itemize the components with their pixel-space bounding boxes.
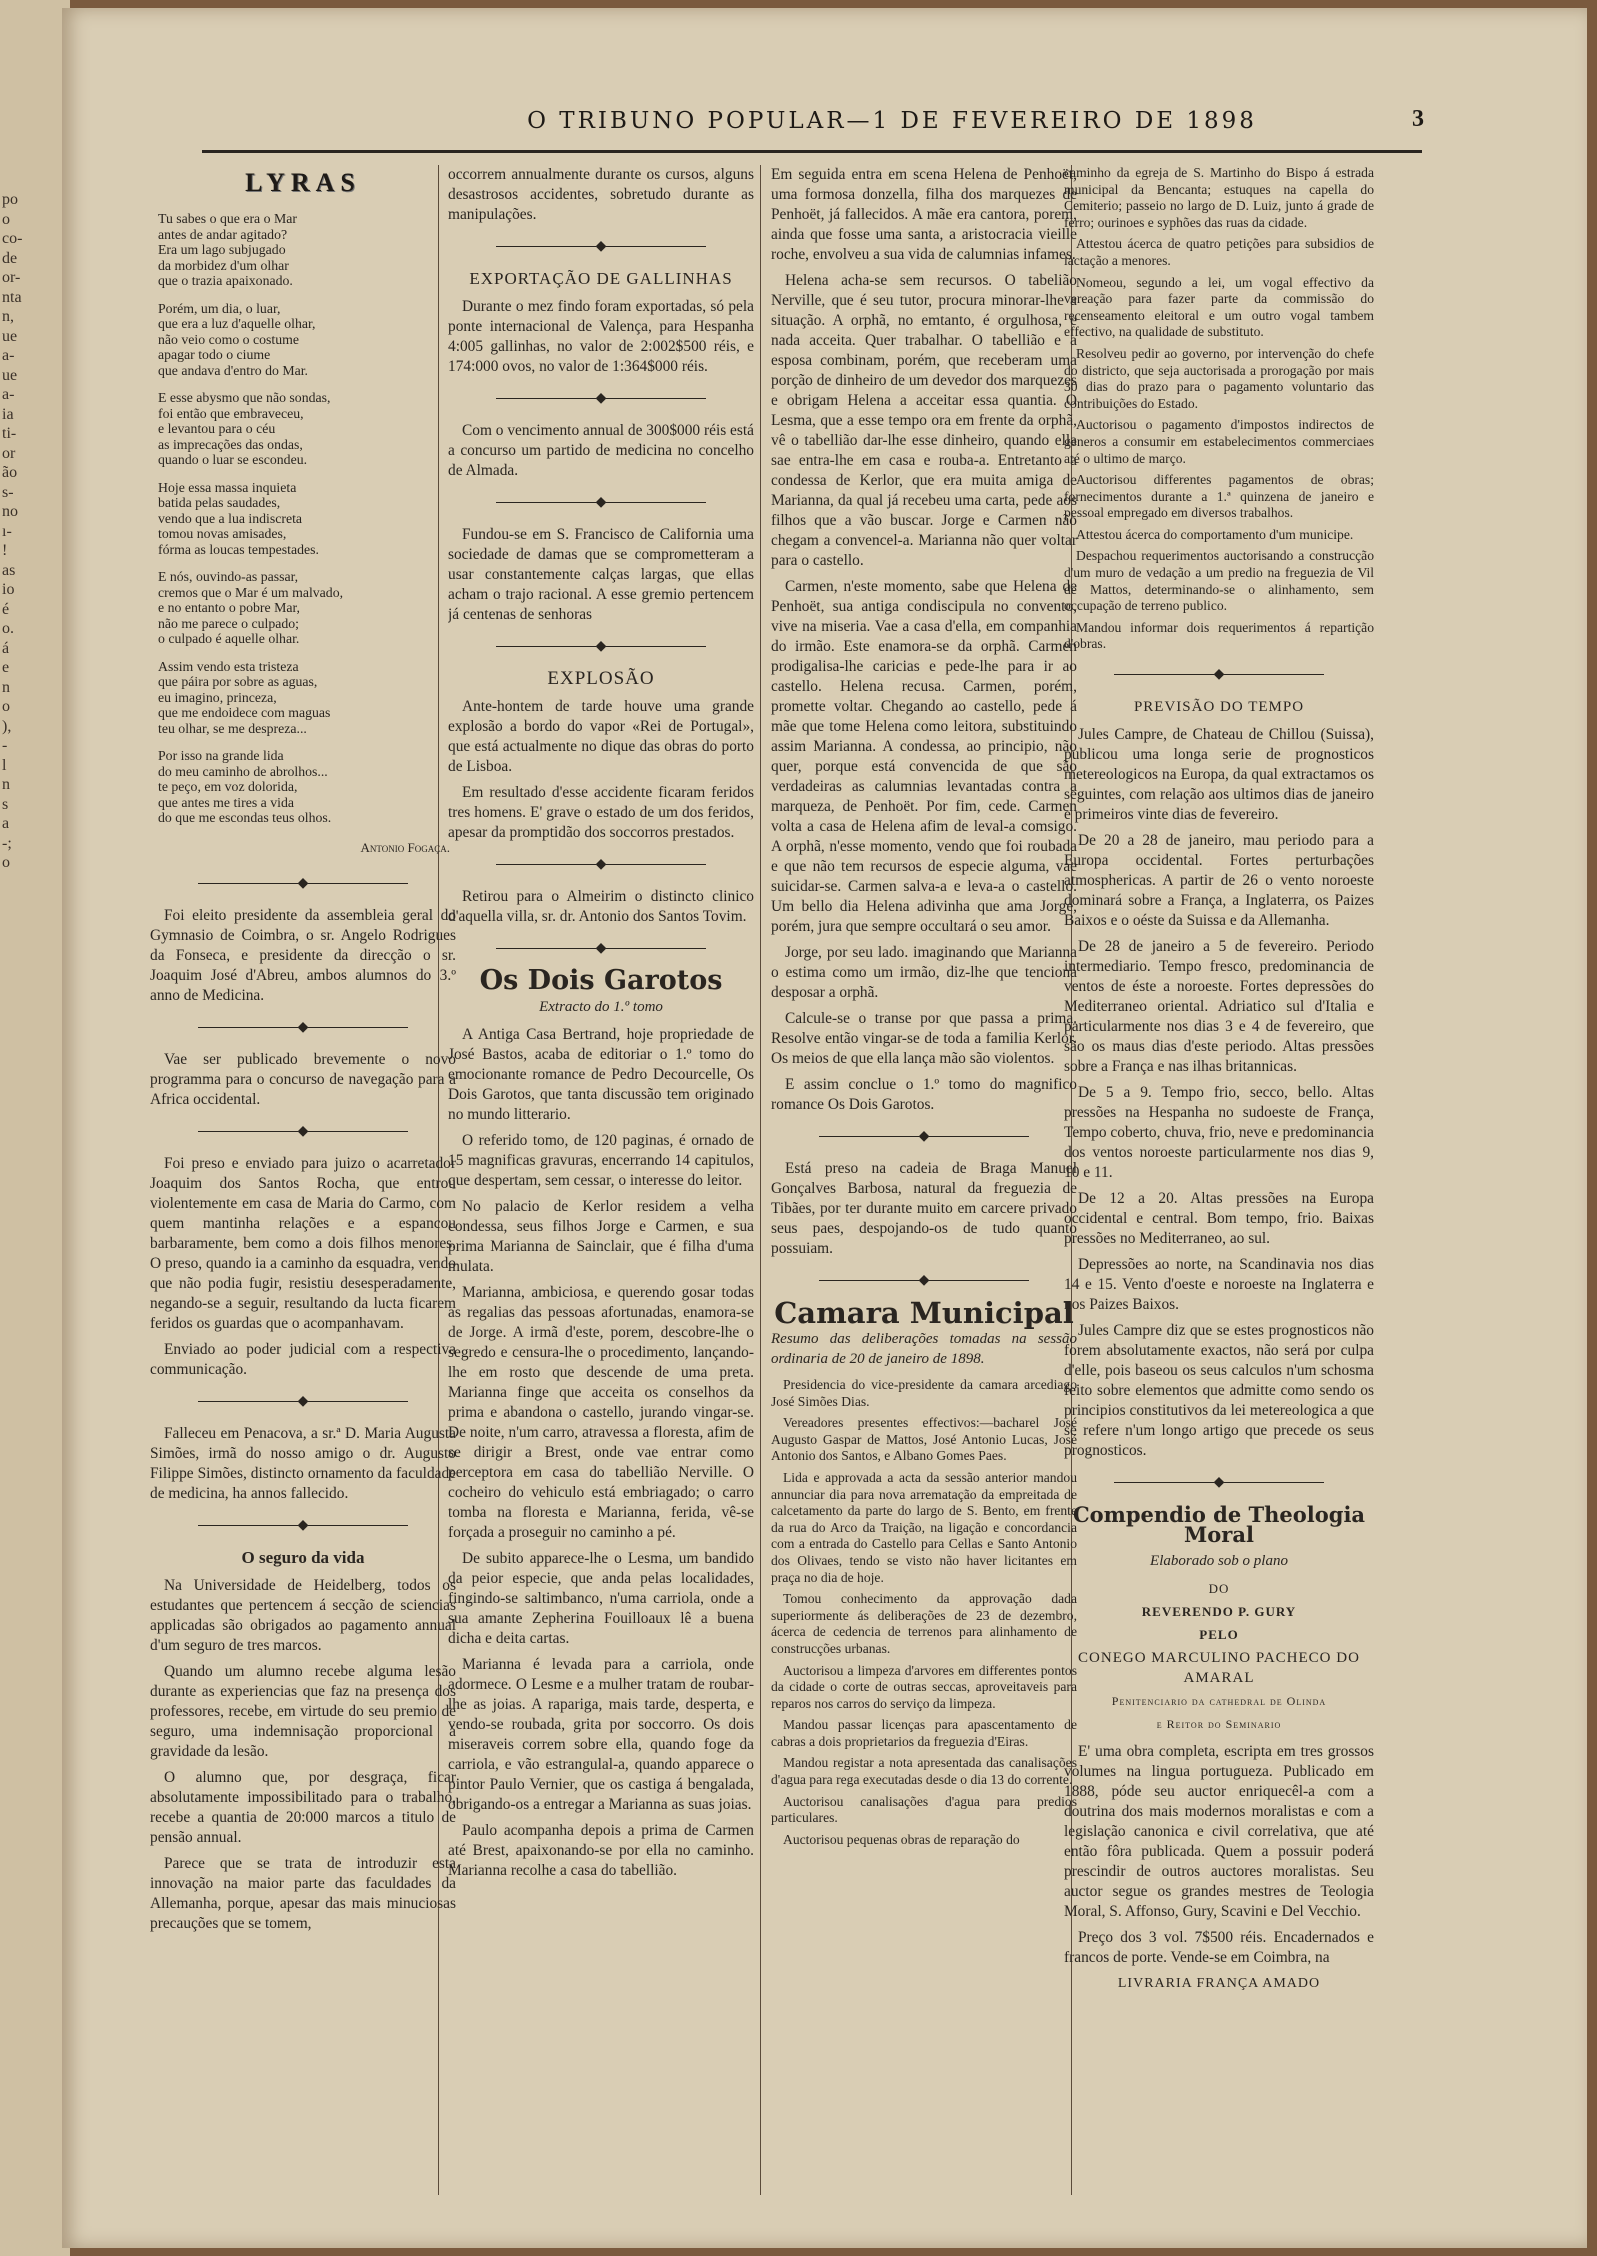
compendio-penitenciario: Penitenciario da cathedral de Olinda xyxy=(1111,1694,1327,1709)
previous-page-fragment: l xyxy=(2,756,7,774)
poem-line: que era a luz d'aquelle olhar, xyxy=(158,316,316,331)
compendio-reverendo: REVERENDO P. GURY xyxy=(1141,1604,1297,1620)
poem-line: que antes me tires a vida xyxy=(158,794,295,810)
news-paragraph: E assim conclue o 1.º tomo do magnifico romance Os Dois Garotos. xyxy=(771,1076,1077,1113)
news-paragraph: Attestou ácerca do comportamento d'um municipe. xyxy=(1076,526,1354,542)
column-3 xyxy=(771,165,1077,2205)
poem-line: Hoje essa massa inquieta xyxy=(158,479,297,495)
poem-line: que me endoidece com maguas xyxy=(158,705,331,720)
ornament-divider: ◆ xyxy=(150,874,456,894)
poem-line: te peço, em voz dolorida, xyxy=(158,779,298,794)
ornament-divider: ◆ xyxy=(771,1271,1077,1291)
poem-line: apagar todo o ciume xyxy=(158,347,271,362)
ornament-divider: ◆ xyxy=(448,637,754,657)
poem-line: não me parece o culpado; xyxy=(158,615,299,631)
previous-page-fragment: co- xyxy=(2,230,23,247)
ornament-divider: ◆ xyxy=(1064,1473,1374,1493)
previous-page-fragment: po xyxy=(2,191,18,208)
previous-page-fragment: no xyxy=(2,503,18,520)
poem xyxy=(150,211,456,826)
previous-page-fragment: a- xyxy=(2,347,15,364)
news-paragraph: Marianna é levada para a carriola, onde adormece. O Lesme e a mulher tratam de roubar-lhe as joias. A rapariga, mais tarde, desperta, e vendo-se roubada, grita por soccorro. Os dois miseraveis correm sobre ella, quando foge da carriola, e vão estrangulal-a, quando apparece o pintor Paulo Vernier, que os castiga á bengalada, obrigando-os a entregar a Marianna as suas joias. xyxy=(448,1656,754,1813)
news-paragraph: Attestou ácerca de quatro petições para subsidios de lactação a menores. xyxy=(1064,236,1374,268)
poem-line: fórma as loucas tempestades. xyxy=(158,541,319,557)
news-paragraph: Lida e approvada a acta da sessão anterior mandou annunciar dia para nova arrematação da empreitada de calcetamento da parte do largo de S. Bento, em frente da rua do Arco da Traição, na ligação e concordancia com a entrada do Castello para Cellas e Santo Antonio dos Olivaes, tendo se visto não haver licitantes em praça no dia de hoje. xyxy=(771,1469,1077,1585)
previous-page-fragment: ı- xyxy=(2,522,12,540)
news-paragraph: Foi preso e enviado para juizo o acarretador Joaquim dos Santos Rocha, que entrou violentemente em casa de Maria do Carmo, com quem mantinha relações e a espancou barbaramente, bem como a dois filhos menores. O preso, quando ia a caminho da esquadra, vendo que não podia fugir, resistiu desesperadamente, negando-se a seguir, resultando da lucta ficarem feridos os guardas que o acompanhavam. xyxy=(150,1154,456,1332)
previous-page-fragment: s- xyxy=(2,483,14,501)
poem-line: que o trazia apaixonado. xyxy=(158,273,293,288)
ornament-divider: ◆ xyxy=(150,1392,456,1412)
news-paragraph: Vae ser publicado brevemente o novo programma para o concurso de navegação para a Africa occidental. xyxy=(150,1050,456,1108)
news-paragraph: Auctorisou pequenas obras de reparação do xyxy=(783,1831,1020,1847)
poem-line: Porém, um dia, o luar, xyxy=(158,300,281,316)
poem-line: E nós, ouvindo-as passar, xyxy=(158,569,299,584)
poem-stanza xyxy=(150,480,456,558)
poem-line: do meu caminho de abrolhos... xyxy=(158,763,328,779)
previous-page-fragment: o xyxy=(2,210,10,228)
news-paragraph: Jules Campre, de Chateau de Chillou (Suissa), publicou uma longa serie de prognosticos metereologicos na Europa, da qual extractamos os seguintes, com relação aos ultimos dias de janeiro e primeiros vinte dias de fevereiro. xyxy=(1064,726,1374,824)
poem-line: cremos que o Mar é um malvado, xyxy=(158,584,344,600)
garotos-subheading: Extracto do 1.º tomo xyxy=(539,999,663,1015)
compendio-pelo: PELO xyxy=(1199,1627,1239,1643)
news-paragraph: Em resultado d'esse accidente ficaram feridos tres homens. E' grave o estado de um dos feridos, apesar da promptidão dos soccorros prestados. xyxy=(448,784,754,841)
export-heading: EXPORTAÇÃO DE GALLINHAS xyxy=(469,269,733,288)
poem-line: e no entanto o pobre Mar, xyxy=(158,600,300,615)
poem-line: eu imagino, princeza, xyxy=(158,689,277,705)
news-paragraph: Resolveu pedir ao governo, por intervenção do chefe do districto, que seja auctorisada a prorogação por mais 30 dias do prazo para o pagamento voluntario das contribuições do Estado. xyxy=(1064,345,1374,411)
news-paragraph: Carmen, n'este momento, sabe que Helena de Penhoët, sua antiga condiscipula no convento, vive na miseria. Vae a casa d'ella, em companhia do irmão. Este enamora-se da orphã. Carmen prodigalisa-lhe caricias e pede-lhe para ir ao castello. Helena recusa. Carmen, porém, promette voltar. Chegando ao castello, pede á mãe que tome Helena como leitora, substituindo assim Marianna. A condessa, ao principio, não quer, porque está convencida de que são verdadeiras as calumnias levantadas contra a marqueza, de Penhoët. Por fim, cede. Carmen volta a casa de Helena afim de leval-a comsigo. A orphã, n'esse momento, vendo que foi roubada e que não tem recursos de especie alguma, vae suicidar-se. Carmen salva-a e leva-a o castello. Um bello dia Helena adivinha que ama Jorge, porém, jura que sempre occultará o seu amor. xyxy=(771,578,1077,935)
previous-page-fragment: - xyxy=(2,737,8,754)
poem-line: batida pelas saudades, xyxy=(158,495,281,510)
news-paragraph: Na Universidade de Heidelberg, todos os estudantes que pertencem á secção de sciencias applicadas são obrigados ao pagamento annual d'um seguro de tres marcos. xyxy=(150,1576,456,1654)
news-paragraph: Mandou registar a nota apresentada das canalisações d'agua para rega executadas desde o dia 13 do corrente. xyxy=(771,1755,1077,1788)
news-paragraph: De 20 a 28 de janeiro, mau periodo para a Europa occidental. Fortes perturbações atmosphericas. A partir de 26 o vento noroeste dominará sobre a França, a Inglaterra, os Paizes Baixos e o oéste da Suissa e da Allemanha. xyxy=(1064,832,1374,930)
news-paragraph: Está preso na cadeia de Braga Manuel Gonçalves Barbosa, natural da freguezia de Tibães, por ter durante muito em carcere privado seus paes, despojando-os de tudo quanto possuiam. xyxy=(771,1160,1077,1257)
masthead-title: O TRIBUNO POPULAR—1 DE FEVEREIRO DE 1898 xyxy=(527,108,1257,134)
news-paragraph: Jorge, por seu lado. imaginando que Marianna o estima como um irmão, diz-lhe que tenciona desposar a orphã. xyxy=(771,944,1077,1001)
camara-subheading: Resumo das deliberações tomadas na sessão ordinaria de 20 de janeiro de 1898. xyxy=(771,1331,1077,1367)
compendio-reitor: e Reitor do Seminario xyxy=(1156,1717,1282,1732)
poem-line: não veio como o costume xyxy=(158,331,300,347)
news-paragraph: Em seguida entra em scena Helena de Penhoët, uma formosa donzella, filha dos marquezes de Penhoët, já fallecidos. A mãe era cantora, porem, ainda que fosse uma santa, a aristocracia vieille roche, envolveu a sua vida de calumnias infames. xyxy=(771,166,1077,263)
previous-page-fragment: o. xyxy=(2,620,14,637)
previsao-heading: PREVISÃO DO TEMPO xyxy=(1133,699,1305,716)
previous-page-fragment: ia xyxy=(2,405,14,423)
news-paragraph: Com o vencimento annual de 300$000 réis está a concurso um partido de medicina no concelho de Almada. xyxy=(448,422,754,479)
news-paragraph: Fundou-se em S. Francisco de California uma sociedade de damas que se comprometteram a usar constantemente calças largas, que ellas acham o trajo racional. A esse gremio pertencem já centenas de senhoras xyxy=(448,526,754,623)
explosao-heading: EXPLOSÃO xyxy=(547,668,655,689)
news-paragraph: Vereadores presentes effectivos:—bacharel José Augusto Gaspar de Mattos, José Antonio Lucas, José Antonio dos Santos, e Albano Gomes Paes. xyxy=(771,1415,1077,1464)
previous-page-fragment: or- xyxy=(2,269,21,286)
poem-stanza xyxy=(150,748,456,826)
news-paragraph: Helena acha-se sem recursos. O tabelião Nerville, que é seu tutor, procura minorar-lhe a situação. A orphã, no emtanto, é orgulhosa, e nada acceita. Quer trabalhar. O tabellião e a esposa combinam, porém, que receberam uma porção de dinheiro de um devedor dos marquezes e obrigam Helena a acceitar essa quantia. O Lesma, que a esse tempo ora em frente da orphã, vê o tabellião dar-lhe esse dinheiro, quando ella sae entra-lhe em casa e rouba-a. Entretanto a condessa de Kerlor, que era muita amiga de Marianna, da qual já recebeu uma carta, pede aos filhos que a vão buscar. Jorge e Carmen não chegam a convencel-a. Marianna não quer voltar para o castello. xyxy=(771,272,1077,569)
poem-line: Por isso na grande lida xyxy=(158,748,284,763)
news-paragraph: Auctorisou a limpeza d'arvores em differentes pontos da cidade o corte de outras seccas, aproveitaveis para reparos nos carros do serviço da limpeza. xyxy=(771,1662,1077,1711)
previous-page-fragment: ti- xyxy=(2,425,17,442)
poem-line: e levantou para o céu xyxy=(158,421,276,436)
news-paragraph: Quando um alumno recebe alguma lesão durante as experiencias que faz na presença dos professores, recebe, em virtude do seu premio de seguro, uma indemnisação proporcional á gravidade da lesão. xyxy=(150,1662,456,1760)
ornament-divider: ◆ xyxy=(448,389,754,409)
news-paragraph: Paulo acompanha depois a prima de Carmen até Brest, apaixonando-se por ella no caminho. Marianna recolhe a casa do tabellião. xyxy=(448,1822,754,1879)
poem-line: que andava d'entro do Mar. xyxy=(158,362,308,378)
news-paragraph: Nomeou, segundo a lei, um vogal effectivo da vereação para fazer parte da commissão do recenseamento eleitoral e um outro vogal tambem effectivo, na qualidade de substituto. xyxy=(1064,274,1374,340)
previous-page-fragment: de xyxy=(2,249,18,267)
previous-page-fragment: -; xyxy=(2,834,12,852)
poem-stanza xyxy=(150,301,456,379)
poem-line: foi então que embraveceu, xyxy=(158,405,304,421)
poem-signature: Antonio Fogaça. xyxy=(360,839,450,855)
news-paragraph: Foi eleito presidente da assembleia geral do Gymnasio de Coimbra, o sr. Angelo Rodrigues da Fonseca, e presidente da direcção o sr. Joaquim José d'Abreu, ambos alumnos do 3.º anno de Medicina. xyxy=(150,906,456,1004)
news-paragraph: De 12 a 20. Altas pressões na Europa occidental e central. Bom tempo, frio. Baixas pressões no Mediterraneo, ao sul. xyxy=(1064,1190,1374,1248)
news-paragraph: Ante-hontem de tarde houve uma grande explosão a bordo do vapor «Rei de Portugal», que está actualmente no dique das obras do porto de Lisboa. xyxy=(448,698,754,775)
poem-line: do que me escondas teus olhos. xyxy=(158,810,332,825)
previous-page-fragment: ão xyxy=(2,464,18,481)
section-lyras-heading: LYRAS xyxy=(245,168,361,197)
news-paragraph: Retirou para o Almeirim o distincto clinico d'aquella villa, sr. dr. Antonio dos Santos Tovim. xyxy=(448,888,754,925)
news-paragraph: Presidencia do vice-presidente da camara arcediago José Simões Dias. xyxy=(771,1377,1077,1409)
news-paragraph: Mandou passar licenças para apascentamento de cabras a dois proprietarios da freguezia d'Eiras. xyxy=(771,1717,1077,1749)
news-paragraph: Enviado ao poder judicial com a respectiva communicação. xyxy=(150,1340,456,1378)
ornament-divider: ◆ xyxy=(448,939,754,959)
poem-stanza xyxy=(150,569,456,647)
news-paragraph: De 28 de janeiro a 5 de fevereiro. Periodo intermediario. Tempo fresco, predominancia de ventos de éste a noroeste. Fortes depressões do Mediterraneo oriental. Adriatico sul d'Italia e particularmente nos dias 3 e 4 de fevereiro, que são os maus dias d'este periodo. Altas pressões sobre a França e nas ilhas britannicas. xyxy=(1064,938,1374,1076)
poem-line: vendo que a lua indiscreta xyxy=(158,510,303,526)
poem-stanza xyxy=(150,211,456,289)
previous-page-fragment: ! xyxy=(2,542,8,559)
previous-page-fragment: n, xyxy=(2,308,14,325)
ornament-divider: ◆ xyxy=(448,855,754,875)
previous-page-fragment: ), xyxy=(2,717,12,735)
news-paragraph: De subito apparece-lhe o Lesma, um bandido da peior especie, que anda pelas localidades, fingindo-se saltimbanco, n'uma carriola, onde a sua amante Zepherina Fouilloaux lê a buena dicha e deita cartas. xyxy=(448,1550,754,1647)
ornament-divider: ◆ xyxy=(771,1127,1077,1147)
camara-heading: Camara Municipal xyxy=(774,1296,1074,1330)
news-paragraph: Auctorisou o pagamento d'impostos indirectos de generos a consumir em estabelecimentos commerciaes até o ultimo de março. xyxy=(1064,417,1374,466)
previous-page-fragment: o xyxy=(2,854,10,871)
previous-page-fragment: io xyxy=(2,581,15,598)
poem-line: Assim vendo esta tristeza xyxy=(158,658,299,674)
previous-page-fragment: or xyxy=(2,444,16,462)
news-paragraph: Falleceu em Penacova, a sr.ª D. Maria Augusta Simões, irmã do nosso amigo o dr. Augusto Filippe Simões, distincto ornamento da faculdade de medicina, ha annos fallecido. xyxy=(150,1424,456,1502)
compendio-heading: Compendio de Theologia Moral xyxy=(1072,1502,1366,1548)
compendio-subheading: Elaborado sob o plano xyxy=(1150,1553,1288,1570)
column-4 xyxy=(1064,165,1374,2205)
news-paragraph: E' uma obra completa, escripta em tres grossos volumes na lingua portugueza. Publicado em 1888, póde seu auctor enriquecêl-a com a doutrina dos mais modernos moralistas e com a legislação canonica e civil correlativa, que até então fôra publicada. Quem a possuir poderá prescindir de outros auctores moralistas. Seu auctor segue os grandes mestres de Teologia Moral, S. Affonso, Gury, Scavini e Del Vecchio. xyxy=(1064,1743,1374,1921)
previous-page-fragment: as xyxy=(2,561,16,579)
ornament-divider: ◆ xyxy=(448,237,754,257)
camara-text-continued xyxy=(1064,165,1374,653)
news-paragraph: occorrem annualmente durante os cursos, alguns desastrosos accidentes, sobretudo durante as manipulações. xyxy=(448,166,754,223)
camara-text xyxy=(771,1377,1077,1848)
column-2 xyxy=(448,165,754,2205)
poem-line: quando o luar se escondeu. xyxy=(158,452,308,467)
poem-stanza xyxy=(150,659,456,737)
garotos-heading: Os Dois Garotos xyxy=(479,965,723,996)
poem-line: da morbidez d'um olhar xyxy=(158,257,289,273)
previous-page-fragment: é xyxy=(2,600,10,618)
poem-line: antes de andar agitado? xyxy=(158,226,288,242)
poem-line: Era um lago subjugado xyxy=(158,242,286,257)
news-paragraph: Auctorisou differentes pagamentos de obras; fornecimentos durante a 1.ª quinzena de janeiro e pessoal empregado em diversos trabalhos. xyxy=(1064,472,1374,521)
news-paragraph: Despachou requerimentos auctorisando a construcção d'um muro de vedação a um predio na freguezia de Vil de Mattos, determinando-se o alinhamento, sem occupação de terreno publico. xyxy=(1064,548,1374,614)
news-paragraph: Auctorisou canalisações d'agua para predios particulares. xyxy=(771,1793,1077,1826)
news-paragraph: A Antiga Casa Bertrand, hoje propriedade de José Bastos, acaba de editoriar o 1.º tomo do emocionante romance de Pedro Decourcelle, Os Dois Garotos, que tanta discussão tem originado no mundo litterario. xyxy=(448,1026,754,1123)
news-paragraph: De 5 a 9. Tempo frio, secco, bello. Altas pressões na Hespanha no sudoeste de França, Tempo coberto, chuva, frio, neve e predominancia dos ventos noroeste particularmente nos dias 9, 10 e 11. xyxy=(1064,1084,1374,1182)
ornament-divider: ◆ xyxy=(150,1122,456,1142)
previous-page-fragment: s xyxy=(2,795,9,813)
news-paragraph: Durante o mez findo foram exportadas, só pela ponte internacional de Valença, para Hespanha 4:005 gallinhas, no valor de 2:002$500 réis, e 174:000 ovos, no valor de 1:364$000 réis. xyxy=(448,298,754,375)
column-1 xyxy=(150,165,456,2205)
compendio-conego: CONEGO MARCULINO PACHECO DO AMARAL xyxy=(1078,1650,1360,1687)
news-paragraph: Calcule-se o transe por que passa a prima. Resolve então vingar-se de toda a familia Kerlor. Os meios de que ella lança mão são violentos. xyxy=(771,1010,1077,1067)
previous-page-fragment: a xyxy=(2,815,10,832)
previous-page-fragment: ue xyxy=(2,366,18,384)
ornament-divider: ◆ xyxy=(448,493,754,513)
poem-stanza xyxy=(150,390,456,468)
news-paragraph: Jules Campre diz que se estes prognosticos não forem absolutamente exactos, não será por culpa d'elle, pois baseou os seus calculos n'um schosma feito sobre elementos que admitte como sendo os principios constitutivos da lei metereologica a que se refere n'um longo artigo que precede os seus prognosticos. xyxy=(1064,1322,1374,1460)
news-paragraph: Depressões ao norte, na Scandinavia nos dias 14 e 15. Vento d'oeste e noroeste na Inglaterra e nos Paizes Baixos. xyxy=(1064,1256,1374,1314)
poem-line: as imprecações das ondas, xyxy=(158,436,303,452)
poem-line: o culpado é aquelle olhar. xyxy=(158,631,300,646)
previous-page-fragment: a- xyxy=(2,386,15,403)
ornament-divider: ◆ xyxy=(150,1018,456,1038)
news-paragraph: O alumno que, por desgraça, ficar absolutamente impossibilitado para o trabalho, recebe a quantia de 20:000 marcos a titulo de pensão annual. xyxy=(150,1768,456,1846)
compendio-livraria: LIVRARIA FRANÇA AMADO xyxy=(1117,1976,1321,1992)
news-paragraph: O referido tomo, de 120 paginas, é ornado de 15 magnificas gravuras, encerrando 14 capitulos, que despertam, sem cessar, o interesse do leitor. xyxy=(448,1132,754,1189)
news-paragraph: Preço dos 3 vol. 7$500 réis. Encadernados e francos de porte. Vende-se em Coimbra, na xyxy=(1064,1929,1374,1967)
news-paragraph: Tomou conhecimento da approvação dada superiormente ás deliberações de 23 de dezembro, ácerca de cedencia de terrenos para alinhamento de construcções urbanas. xyxy=(771,1591,1077,1656)
previous-page-fragment: á xyxy=(2,639,10,657)
news-paragraph: Marianna, ambiciosa, e querendo gosar todas as regalias das pessoas afortunadas, enamora-se de Jorge. A irmã d'este, porem, descobre-lhe o segredo e censura-lhe o procedimento, lançando-lhe em rosto que descende de uma preta. Marianna finge que acceita os conselhos da prima e abandona o castello, jurando vingar-se. De noite, n'um carro, atravessa a floresta, afim de se dirigir a Brest, onde vae entrar como perceptora em casa do tabellião Nerville. O cocheiro do vehiculo está embriagado; o carro tomba na floresta e Marianna, ferida, vê-se forçada a proseguir no caminho a pé. xyxy=(448,1284,754,1541)
poem-line: que páira por sobre as aguas, xyxy=(158,674,318,689)
masthead-rule xyxy=(202,150,1422,153)
previous-page-fragment: nta xyxy=(2,288,22,306)
seguro-heading: O seguro da vida xyxy=(241,1547,365,1567)
poem-line: teu olhar, se me despreza... xyxy=(158,720,307,736)
news-paragraph: caminho da egreja de S. Martinho do Bispo á estrada municipal da Bencanta; estuques na capella do Cemiterio; passeio no largo de D. Luiz, junto á grade de ferro; ourinoes e syphões das ruas da cidade. xyxy=(1064,165,1374,230)
poem-line: E esse abysmo que não sondas, xyxy=(158,390,331,405)
news-paragraph: No palacio de Kerlor residem a velha condessa, seus filhos Jorge e Carmen, e sua prima Marianna de Sainclair, que é filha d'uma mulata. xyxy=(448,1198,754,1275)
previous-page-fragment: o xyxy=(2,698,10,715)
previous-page-edge xyxy=(0,0,70,2256)
column-rule xyxy=(760,165,761,2195)
ornament-divider: ◆ xyxy=(1064,665,1374,685)
page-number: 3 xyxy=(1412,106,1424,132)
compendio-do: DO xyxy=(1208,1581,1230,1597)
previous-page-fragment: ue xyxy=(2,327,18,345)
previous-page-fragment: e xyxy=(2,659,10,676)
news-paragraph: Parece que se trata de introduzir esta innovação na maior parte das faculdades da Allemanha, porque, apesar das mais minuciosas precauções que se tomem, xyxy=(150,1854,456,1932)
previous-page-fragment: n xyxy=(2,678,10,696)
ornament-divider: ◆ xyxy=(150,1516,456,1536)
previous-page-fragment: n xyxy=(2,776,10,793)
poem-line: tomou novas amisades, xyxy=(158,526,287,541)
news-paragraph: Mandou informar dois requerimentos á repartição d'obras. xyxy=(1064,619,1374,652)
poem-line: Tu sabes o que era o Mar xyxy=(158,211,297,226)
